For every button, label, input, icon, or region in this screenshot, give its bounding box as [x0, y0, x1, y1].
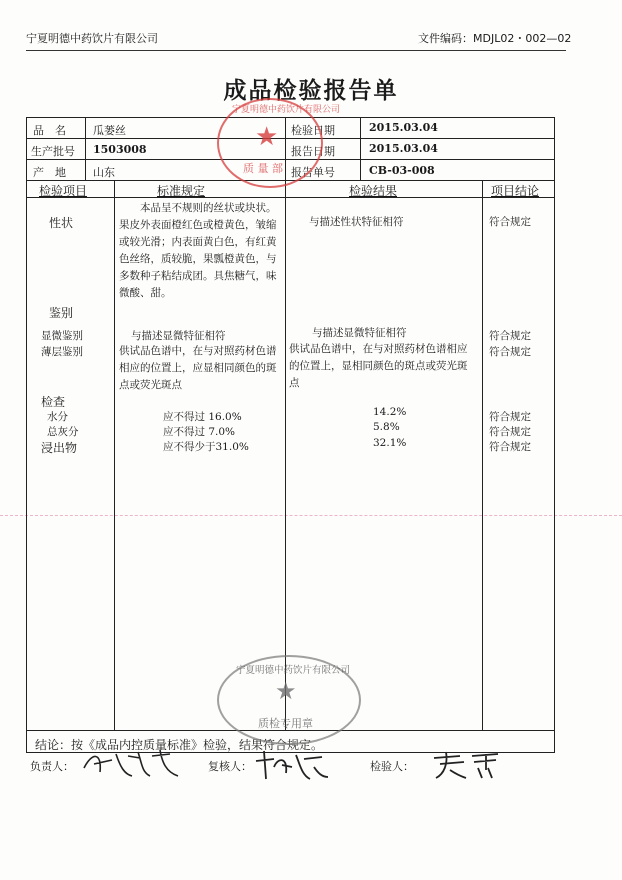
company-name: 宁夏明德中药饮片有限公司 [26, 32, 158, 45]
tlc-result: 供试品色谱中，在与对照药材色谱相应的位置上，显相同颜色的斑点或荧光斑点 [289, 343, 468, 389]
water-label: 水分 [47, 411, 68, 423]
character-standard: 本品呈不规则的丝状或块状。果皮外表面橙红色或橙黄色，皱缩或较光滑；内表面黄白色，有红黄色丝络，质较脆，果瓢橙黄色，与多数种子粘结成团。具焦糖气，味微酸、甜。 [119, 202, 277, 299]
quality-dept-stamp-text: 宁夏明德中药饮片有限公司 [232, 105, 341, 115]
col-divider [360, 118, 361, 180]
row-divider [27, 180, 554, 181]
col-divider [482, 180, 483, 730]
batch-label: 生产批号 [31, 145, 75, 158]
micro-conclusion: 符合规定 [489, 330, 531, 342]
extract-label: 浸出物 [41, 441, 78, 455]
col-header-result: 检验结果 [349, 184, 398, 198]
reviewer-signature [252, 747, 332, 783]
col-divider [285, 118, 286, 180]
tlc-conclusion: 符合规定 [489, 346, 531, 358]
micro-label: 显微鉴别 [41, 330, 83, 342]
ash-label: 总灰分 [47, 426, 79, 438]
ash-conclusion: 符合规定 [489, 426, 531, 438]
extract-conclusion: 符合规定 [489, 441, 531, 453]
water-result: 14.2% [373, 406, 407, 418]
responsible-signature [80, 746, 184, 780]
quality-dept-stamp-bottom: 质 量 部 [243, 162, 283, 175]
character-conclusion: 符合规定 [489, 216, 531, 228]
origin-label: 产 地 [33, 166, 66, 179]
conclusion-text: 结论：按《成品内控质量标准》检验，结果符合规定。 [35, 738, 324, 752]
check-label: 检查 [41, 395, 66, 409]
header-rule [26, 50, 566, 51]
seal-star-icon: ★ [275, 677, 297, 705]
micro-result: 与描述显微特征相符 [312, 327, 407, 339]
inspect-date-label: 检验日期 [291, 124, 335, 137]
responsible-label: 负责人： [30, 760, 74, 773]
tlc-label: 薄层鉴别 [41, 346, 83, 358]
micro-standard: 与描述显微特征相符 [131, 330, 226, 342]
inspector-signature [430, 748, 506, 782]
col-divider [285, 180, 286, 730]
row-divider [27, 138, 554, 139]
row-divider [27, 159, 554, 160]
origin-value: 山东 [93, 166, 115, 179]
stamp-star-icon: ★ [255, 122, 279, 152]
report-date-value: 2015.03.04 [369, 142, 438, 155]
report-no-label: 报告单号 [291, 166, 335, 179]
ash-result: 5.8% [373, 421, 400, 433]
inspect-date-value: 2015.03.04 [369, 121, 438, 134]
col-header-standard: 标准规定 [157, 184, 206, 198]
character-label: 性状 [49, 216, 74, 230]
qc-seal-stamp-bottom: 质检专用章 [258, 717, 313, 730]
character-result: 与描述性状特征相符 [309, 216, 404, 228]
col-divider [85, 118, 86, 180]
name-value: 瓜蒌丝 [93, 124, 126, 137]
report-date-label: 报告日期 [291, 145, 335, 158]
extract-standard: 应不得少于31.0% [163, 441, 249, 453]
batch-value: 1503008 [93, 143, 147, 156]
report-table [26, 117, 555, 753]
water-standard: 应不得过 16.0% [163, 411, 242, 423]
ash-standard: 应不得过 7.0% [163, 426, 236, 438]
report-no-value: CB-03-008 [369, 164, 435, 177]
inspector-label: 检验人： [370, 760, 414, 773]
document-code: 文件编码：MDJL02・002—02 [418, 32, 572, 45]
col-divider [114, 180, 115, 730]
name-label: 品 名 [33, 124, 66, 137]
col-header-conclusion: 项目结论 [491, 184, 540, 198]
col-header-item: 检验项目 [39, 184, 88, 198]
qc-seal-stamp-text: 宁夏明德中药饮片有限公司 [236, 665, 351, 676]
water-conclusion: 符合规定 [489, 411, 531, 423]
row-divider [27, 197, 554, 198]
identification-label: 鉴别 [49, 306, 74, 320]
reviewer-label: 复核人： [208, 760, 252, 773]
page-title: 成品检验报告单 [223, 77, 399, 104]
extract-result: 32.1% [373, 437, 407, 449]
tlc-standard: 供试品色谱中，在与对照药材色谱相应的位置上，应显相同颜色的斑点或荧光斑点 [119, 345, 277, 391]
